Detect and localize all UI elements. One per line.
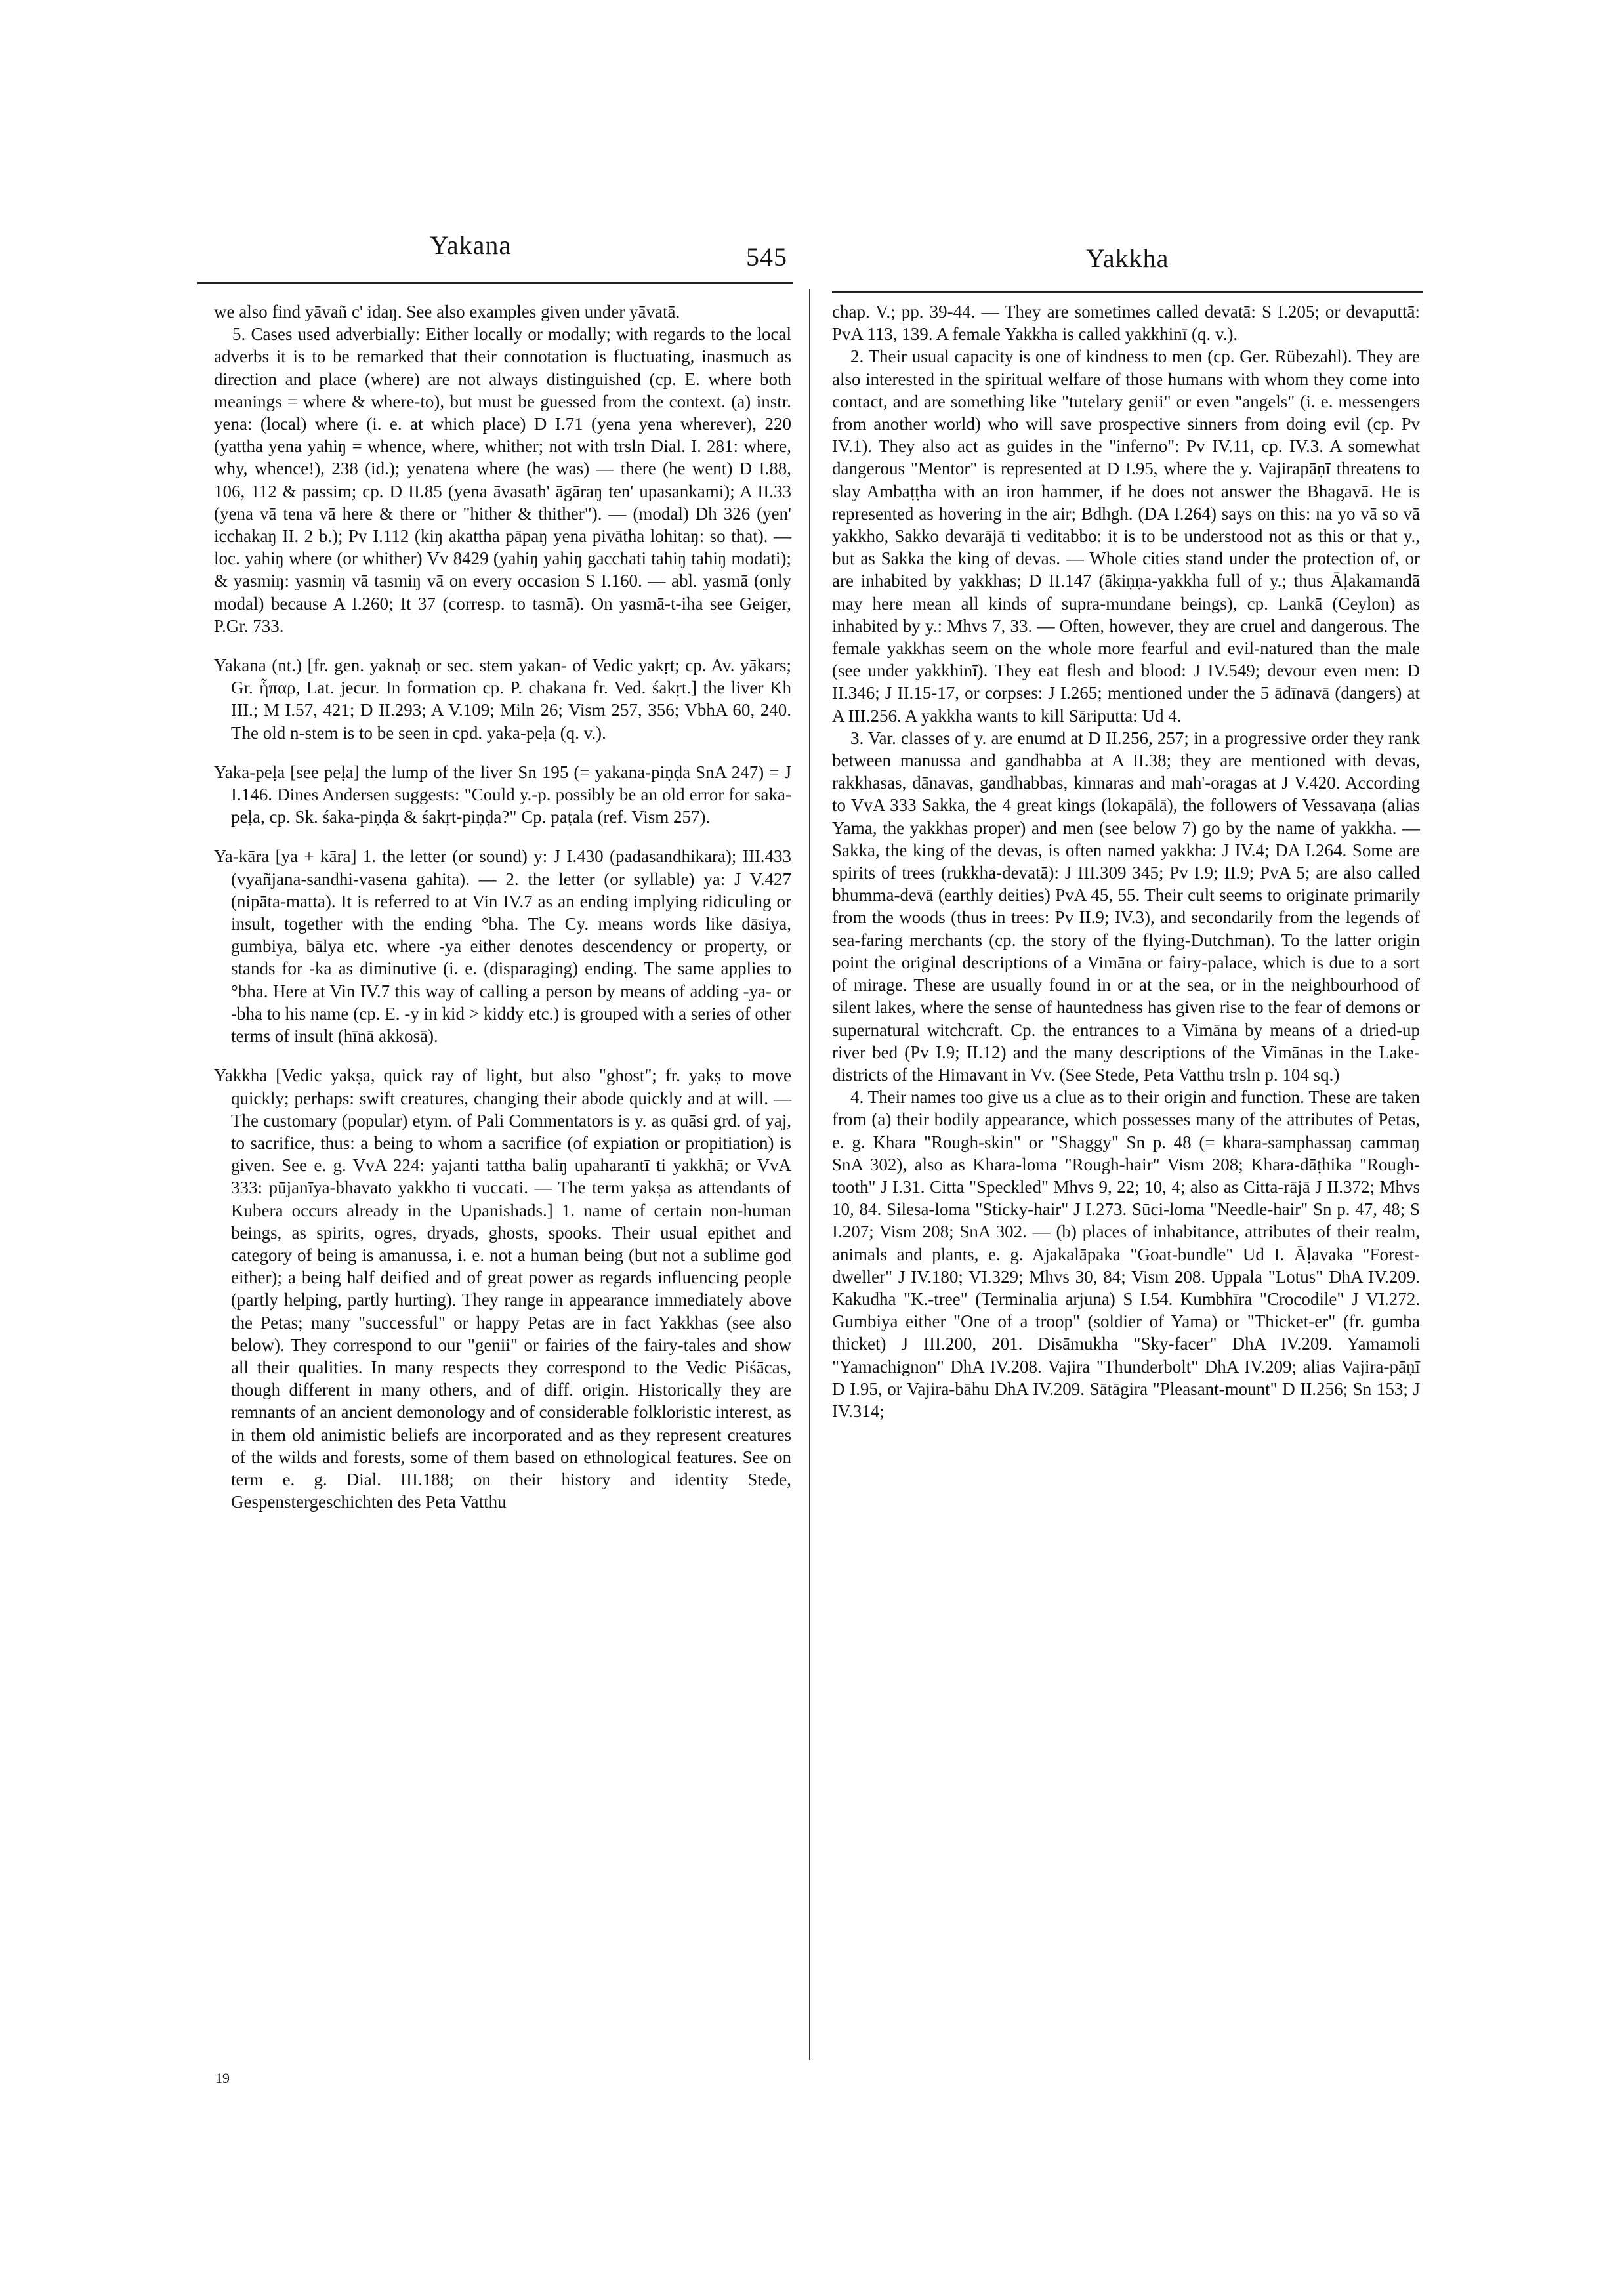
right-column <box>832 300 1420 1422</box>
paragraph-cases-adverbially: 5. Cases used adverbially: Either locally or modally; with regards to the local adverbs it is to be remarked that their connotation is fluctuating, inasmuch as direction and place (where) are not always distinguished (cp. E. where both meanings = where & where-to), but must be guessed from the context. (a) instr. yena: (local) where (i. e. at which place) D I.71 (yena yena wherever), 220 (yattha yena yahiŋ = whence, where, whither; not with trsln Dial. I. 281: where, why, whence!), 238 (id.); yenatena where (he was) — there (he went) D I.88, 106, 112 & passim; cp. D II.85 (yena āvasath' āgāraŋ ten' upasankami); A II.33 (yena vā tena vā here & there or "hither & thither"). — (modal) Dh 326 (yen' icchakaŋ II. 2 b.); Pv I.112 (kiŋ akattha pāpaŋ yena pivātha lohitaŋ: so that). — loc. yahiŋ where (or whither) Vv 8429 (yahiŋ yahiŋ gacchati tahiŋ tahiŋ modati); & yasmiŋ: yasmiŋ vā tasmiŋ vā on every occasion S I.160. — abl. yasmā (only modal) because A I.260; It 37 (corresp. to tasmā). On yasmā-t-iha see Geiger, P.Gr. 733. <box>214 324 791 636</box>
running-head-right: Yakkha <box>1086 243 1169 273</box>
left-column <box>214 300 791 1513</box>
paragraph-intro: we also find yāvañ c' idaŋ. See also examples given under yāvatā. <box>214 302 680 321</box>
entry-yakkha: Yakkha [Vedic yakṣa, quick ray of light, but also "ghost"; fr. yakṣ to move quickly; perhaps: swift creatures, changing their abode quickly and at will. — The customary (popular) etym. of Pali Commentators is y. as quāsi grd. of yaj, to sacrifice, thus: a being to whom a sacrifice (of expiation or propitiation) is given. See e. g. VvA 224: yajanti tattha baliŋ upaharantī ti yakkhā; or VvA 333: pūjanīya-bhavato yakkho ti vuccati. — The term yakṣa as attendants of Kubera occurs already in the Upanishads.] 1. name of certain non-human beings, as spirits, ogres, dryads, ghosts, spooks. Their usual epithet and category of being is amanussa, i. e. not a human being (but not a sublime god either); a being half deified and of great power as regards influencing people (partly helping, partly hurting). They range in appearance immediately above the Petas; many "successful" or happy Petas are in fact Yakkhas (see also below). They correspond to our "genii" or fairies of the fairy-tales and show all their qualities. In many respects they correspond to the Vedic Piśācas, though different in many others, and of diff. origin. Historically they are remnants of an ancient demonology and of considerable folkloristic interest, as in them old animistic beliefs are incorporated and as they represent creatures of the wilds and forests, some of them based on ethnological features. See on term e. g. Dial. III.188; on their history and identity Stede, Gespenstergeschichten des Peta Vatthu <box>214 1065 791 1512</box>
paragraph-section-4: 4. Their names too give us a clue as to their origin and function. These are taken from (a) their bodily appearance, which possesses many of the attributes of Petas, e. g. Khara "Rough-skin" or "Shaggy" Sn p. 48 (= khara-samphassaŋ cammaŋ SnA 302), also as Khara-loma "Rough-hair" Vism 208; Khara-dāṭhika "Rough-tooth" J I.31. Citta "Speckled" Mhvs 9, 22; 10, 4; also as Citta-rājā J II.372; Mhvs 10, 84. Silesa-loma "Sticky-hair" J I.273. Sūci-loma "Needle-hair" Sn p. 47, 48; S I.207; Vism 208; SnA 302. — (b) places of inhabitance, attributes of their realm, animals and plants, e. g. Ajakalāpaka "Goat-bundle" Ud I. Āḷavaka "Forest-dweller" J IV.180; VI.329; Mhvs 30, 84; Vism 208. Uppala "Lotus" DhA IV.209. Kakudha "K.-tree" (Terminalia arjuna) S I.54. Kumbhīra "Crocodile" J VI.272. Gumbiya either "One of a troop" (soldier of Yama) or "Thicket-er" (fr. gumba thicket) J III.200, 201. Disāmukha "Sky-facer" DhA IV.209. Yamamoli "Yamachignon" DhA IV.208. Vajira "Thunderbolt" DhA IV.209; alias Vajira-pāṇī D I.95, or Vajira-bāhu DhA IV.209. Sātāgira "Pleasant-mount" D II.256; Sn 153; J IV.314; <box>832 1087 1420 1421</box>
running-head-left: Yakana <box>430 230 512 260</box>
header-rule-left <box>197 282 793 284</box>
header-rule-right <box>832 291 1423 293</box>
paragraph-section-3: 3. Var. classes of y. are enumd at D II.256, 257; in a progressive order they rank between manussa and gandhabba at A II.38; they are mentioned with devas, rakkhasas, dānavas, gandhabbas, kinnaras and mah'-oragas at J V.420. According to VvA 333 Sakka, the 4 great kings (lokapālā), the followers of Vessavaṇa (alias Yama, the yakkhas proper) and men (see below 7) go by the name of yakkha. — Sakka, the king of the devas, is often named yakkha: J IV.4; DA I.264. Some are spirits of trees (rukkha-devatā): J III.309 345; Pv I.9; II.9; PvA 5; are also called bhumma-devā (earthly deities) PvA 45, 55. Their cult seems to originate primarily from the woods (thus in trees: Pv II.9; IV.3), and secondarily from the legends of sea-faring merchants (cp. the story of the flying-Dutchman). To the latter origin point the original descriptions of a Vimāna or fairy-palace, which is due to a sort of mirage. These are usually found in or at the sea, or in the neighbourhood of silent lakes, where the sense of hauntedness has given rise to the fear of demons or supernatural witchcraft. Cp. the entrances to a Vimāna by means of a dried-up river bed (Pv I.9; II.12) and the many descriptions of the Vimānas in the Lake-districts of the Himavant in Vv. (See Stede, Peta Vatthu trsln p. 104 sq.) <box>832 728 1420 1085</box>
entry-ya-kara: Ya-kāra [ya + kāra] 1. the letter (or sound) y: J I.430 (padasandhikara); III.433 (vyañjana-sandhi-vasena gahita). — 2. the letter (or syllable) ya: J V.427 (nipāta-matta). It is referred to at Vin IV.7 as an ending implying ridiculing or insult, together with the ending °bha. The Cy. means words like dāsiya, gumbiya, bālya etc. where -ya either denotes descendency or property, or stands for -ka as diminutive (i. e. (disparaging) ending. The same applies to °bha. Here at Vin IV.7 this way of calling a person by means of adding -ya- or -bha to his name (cp. E. -y in kid > kiddy etc.) is grouped with a series of other terms of insult (hīnā akkosā). <box>214 846 791 1046</box>
paragraph-section-2: 2. Their usual capacity is one of kindness to men (cp. Ger. Rübezahl). They are also interested in the spiritual welfare of those humans with whom they come into contact, and are something like "tutelary genii" or even "angels" (i. e. messengers from another world) who will save prospective sinners from doing evil (cp. Pv IV.1). They also act as guides in the "inferno": Pv IV.11, cp. IV.3. A somewhat dangerous "Mentor" is represented at D I.95, where the y. Vajirapāṇī threatens to slay Ambaṭṭha with an iron hammer, if he does not answer the Bhagavā. He is represented as hovering in the air; Bdhgh. (DA I.264) says on this: na yo vā so vā yakkho, Sakko devarājā ti veditabbo: it is to be understood not as this or that y., but as Sakka the king of devas. — Whole cities stand under the protection of, or are inhabited by yakkhas; D II.147 (ākiṇṇa-yakkha full of y.; thus Āḷakamandā may here mean all kinds of supra-mundane beings), cp. Lankā (Ceylon) as inhabited by y.: Mhvs 7, 33. — Often, however, they are cruel and dangerous. The female yakkhas seem on the whole more fearful and evil-natured than the male (see under yakkhinī). They eat flesh and blood: J IV.549; devour even men: D II.346; J II.15-17, or corpses: J I.265; mentioned under the 5 ādīnavā (dangers) at A III.256. A yakkha wants to kill Sāriputta: Ud 4. <box>832 346 1420 726</box>
paragraph-continuation: chap. V.; pp. 39-44. — They are sometimes called devatā: S I.205; or devaputtā: PvA 113, 139. A female Yakkha is called yakkhinī (q. v.). <box>832 302 1420 344</box>
page-number: 545 <box>746 242 787 272</box>
entry-yaka-pela: Yaka-peḷa [see peḷa] the lump of the liver Sn 195 (= yakana-piṇḍa SnA 247) = J I.146. Dines Andersen suggests: "Could y.-p. possibly be an old error for saka-peḷa, cp. Sk. śaka-piṇḍa & śakṛt-piṇḍa?" Cp. paṭala (ref. Vism 257). <box>214 762 791 827</box>
signature-mark: 19 <box>215 2070 230 2086</box>
entry-yakana: Yakana (nt.) [fr. gen. yaknaḥ or sec. stem yakan- of Vedic yakṛt; cp. Av. yākars; Gr. ἧπαρ, Lat. jecur. In formation cp. P. chakana fr. Ved. śakṛt.] the liver Kh III.; M I.57, 421; D II.293; A V.109; Miln 26; Vism 257, 356; VbhA 60, 240. The old n-stem is to be seen in cpd. yaka-peḷa (q. v.). <box>214 655 791 743</box>
column-separator <box>809 289 810 2060</box>
